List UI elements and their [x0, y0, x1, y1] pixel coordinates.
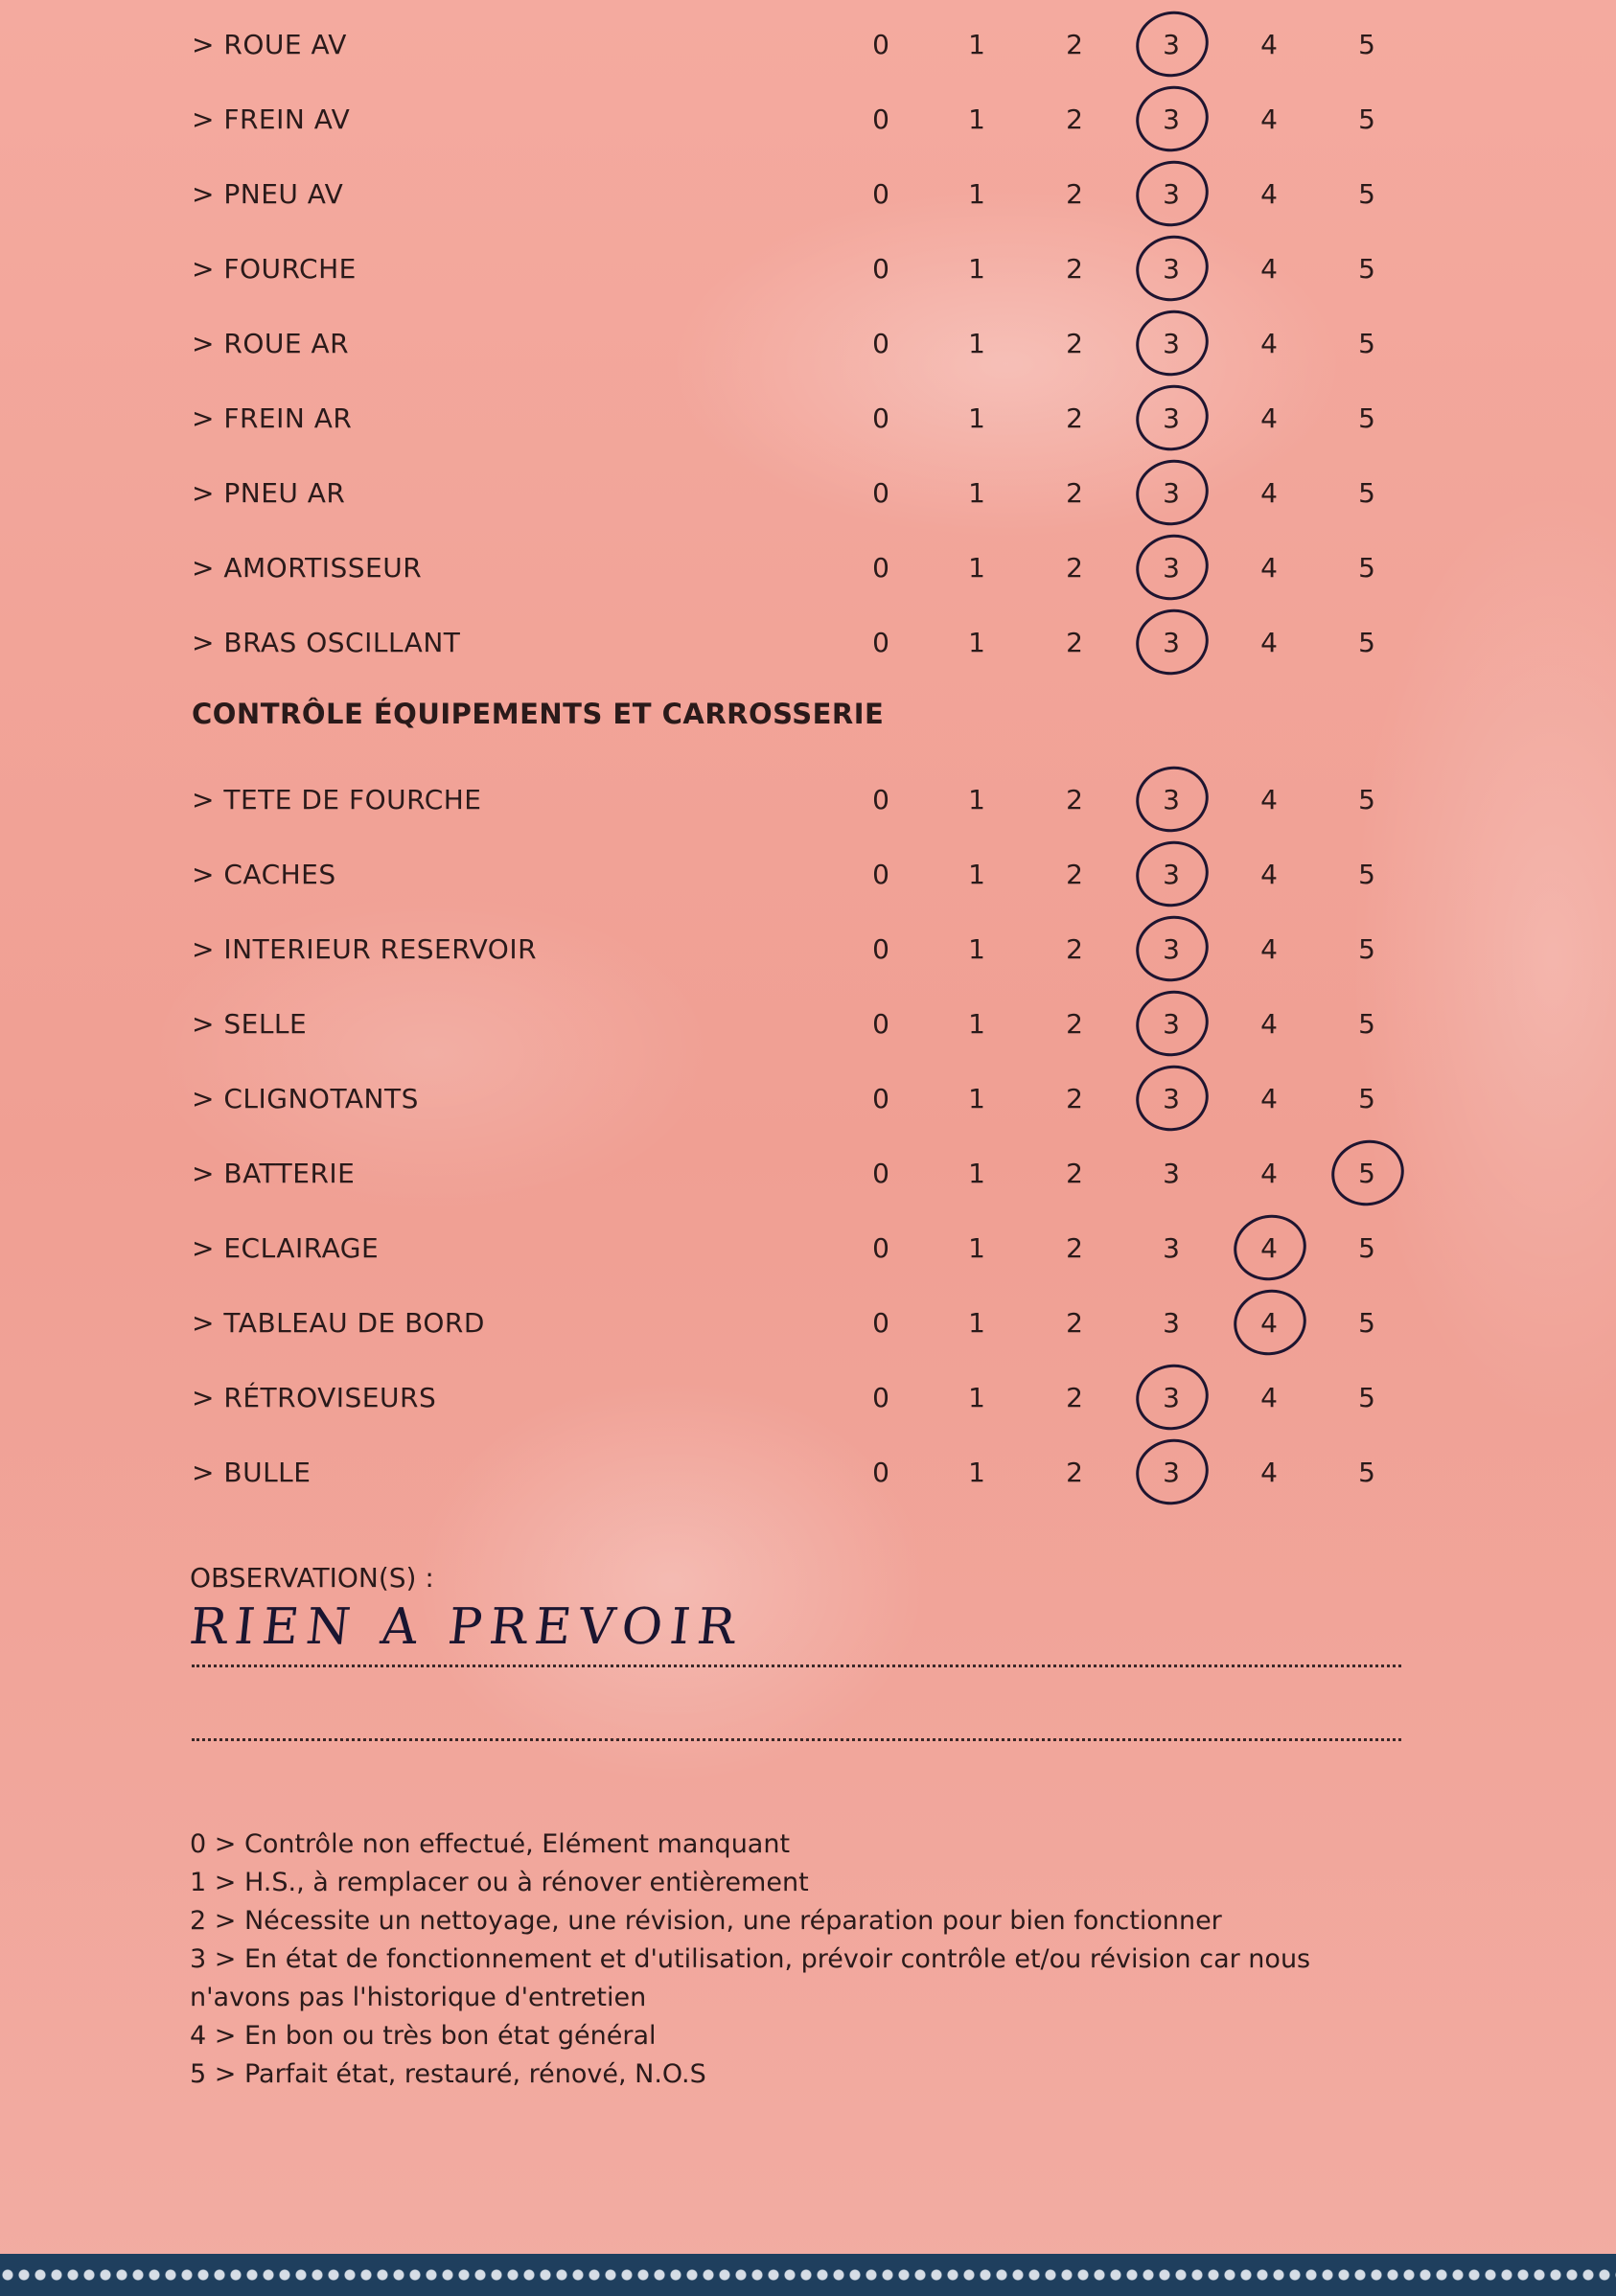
rating-option[interactable]: 3: [1163, 1232, 1180, 1264]
rating-option[interactable]: 4: [1260, 859, 1278, 890]
rating-option[interactable]: 5: [1358, 859, 1375, 890]
rating-option-selected[interactable]: 3: [1152, 933, 1190, 965]
legend-line: 5 > Parfait état, restauré, rénové, N.O.S: [190, 2059, 706, 2089]
rating-option[interactable]: 1: [968, 178, 985, 210]
rating-option[interactable]: 0: [872, 552, 889, 584]
observations-handwritten-text: RIEN A PREVOIR: [186, 1598, 746, 1656]
rating-option-selected[interactable]: 3: [1152, 1382, 1190, 1413]
rating-option[interactable]: 4: [1260, 328, 1278, 359]
rating-option[interactable]: 5: [1358, 1382, 1375, 1413]
rating-option[interactable]: 5: [1358, 1008, 1375, 1040]
rating-option[interactable]: 1: [968, 1083, 985, 1114]
rating-option[interactable]: 1: [968, 477, 985, 509]
rating-option[interactable]: 0: [872, 1083, 889, 1114]
rating-option[interactable]: 1: [968, 933, 985, 965]
rating-option[interactable]: 4: [1260, 1382, 1278, 1413]
rating-option[interactable]: 0: [872, 29, 889, 60]
checklist-row: [0, 995, 1616, 1056]
rating-option-selected[interactable]: 5: [1348, 1158, 1386, 1189]
rating-option[interactable]: 1: [968, 103, 985, 135]
checklist-item-label: > CACHES: [192, 859, 336, 890]
rating-option[interactable]: 5: [1358, 1457, 1375, 1488]
checklist-item-label: > ECLAIRAGE: [192, 1232, 380, 1264]
rating-option[interactable]: 0: [872, 328, 889, 359]
rating-option-selected[interactable]: 3: [1152, 328, 1190, 359]
rating-option[interactable]: 2: [1066, 1232, 1083, 1264]
checklist-row: [0, 464, 1616, 525]
rating-option[interactable]: 2: [1066, 1158, 1083, 1189]
rating-option-selected[interactable]: 3: [1152, 253, 1190, 285]
rating-option[interactable]: 0: [872, 784, 889, 815]
observations-line-2: [192, 1738, 1401, 1741]
rating-option-selected[interactable]: 3: [1152, 477, 1190, 509]
rating-option[interactable]: 2: [1066, 402, 1083, 434]
rating-option[interactable]: 2: [1066, 859, 1083, 890]
checklist-item-label: > CLIGNOTANTS: [192, 1083, 419, 1114]
rating-option[interactable]: 1: [968, 1008, 985, 1040]
section-title: CONTRÔLE ÉQUIPEMENTS ET CARROSSERIE: [192, 698, 885, 730]
rating-option[interactable]: 0: [872, 627, 889, 658]
rating-option[interactable]: 3: [1163, 1158, 1180, 1189]
rating-option[interactable]: 4: [1260, 552, 1278, 584]
rating-option[interactable]: 5: [1358, 253, 1375, 285]
rating-option-selected[interactable]: 3: [1152, 103, 1190, 135]
rating-option[interactable]: 5: [1358, 1232, 1375, 1264]
rating-option[interactable]: 4: [1260, 178, 1278, 210]
rating-option-selected[interactable]: 4: [1250, 1307, 1288, 1339]
checklist-row: [0, 389, 1616, 450]
legend-line: 2 > Nécessite un nettoyage, une révision, une réparation pour bien fonctionner: [190, 1906, 1222, 1936]
rating-option[interactable]: 5: [1358, 477, 1375, 509]
rating-option[interactable]: 0: [872, 253, 889, 285]
rating-option[interactable]: 2: [1066, 552, 1083, 584]
rating-option[interactable]: 5: [1358, 1083, 1375, 1114]
rating-option-selected[interactable]: 3: [1152, 29, 1190, 60]
rating-option[interactable]: 4: [1260, 253, 1278, 285]
rating-option[interactable]: 1: [968, 29, 985, 60]
checklist-row: [0, 314, 1616, 376]
rating-option[interactable]: 0: [872, 1382, 889, 1413]
rating-option[interactable]: 0: [872, 933, 889, 965]
checklist-item-label: > BATTERIE: [192, 1158, 356, 1189]
rating-option[interactable]: 2: [1066, 178, 1083, 210]
checklist-row: [0, 1144, 1616, 1205]
rating-option[interactable]: 5: [1358, 103, 1375, 135]
rating-option[interactable]: 4: [1260, 29, 1278, 60]
checklist-item-label: > TABLEAU DE BORD: [192, 1307, 485, 1339]
checklist-item-label: > RÉTROVISEURS: [192, 1382, 437, 1413]
checklist-item-label: > INTERIEUR RESERVOIR: [192, 933, 538, 965]
rating-option[interactable]: 0: [872, 402, 889, 434]
observations-line-1: [192, 1665, 1401, 1667]
legend-line: 1 > H.S., à remplacer ou à rénover entièrement: [190, 1868, 809, 1897]
checklist-item-label: > TETE DE FOURCHE: [192, 784, 482, 815]
rating-option[interactable]: 5: [1358, 178, 1375, 210]
checklist-row: [0, 613, 1616, 675]
rating-option[interactable]: 1: [968, 1457, 985, 1488]
checklist-item-label: > FREIN AV: [192, 103, 351, 135]
rating-option[interactable]: 2: [1066, 103, 1083, 135]
checklist-row: [0, 845, 1616, 907]
checklist-item-label: > PNEU AV: [192, 178, 344, 210]
rating-option-selected[interactable]: 3: [1152, 1457, 1190, 1488]
rating-option[interactable]: 5: [1358, 627, 1375, 658]
rating-option[interactable]: 0: [872, 178, 889, 210]
rating-option[interactable]: 2: [1066, 29, 1083, 60]
rating-option[interactable]: 2: [1066, 1307, 1083, 1339]
rating-option[interactable]: 2: [1066, 328, 1083, 359]
rating-option[interactable]: 0: [872, 1307, 889, 1339]
rating-option[interactable]: 4: [1260, 627, 1278, 658]
checklist-row: [0, 1219, 1616, 1280]
rating-option[interactable]: 5: [1358, 784, 1375, 815]
rating-option[interactable]: 1: [968, 253, 985, 285]
checklist-row: [0, 165, 1616, 226]
rating-option[interactable]: 2: [1066, 784, 1083, 815]
rating-option[interactable]: 2: [1066, 933, 1083, 965]
rating-option[interactable]: 4: [1260, 933, 1278, 965]
rating-option[interactable]: 1: [968, 552, 985, 584]
rating-option[interactable]: 0: [872, 103, 889, 135]
rating-option[interactable]: 0: [872, 477, 889, 509]
rating-option[interactable]: 4: [1260, 1457, 1278, 1488]
rating-option-selected[interactable]: 3: [1152, 1008, 1190, 1040]
checklist-item-label: > AMORTISSEUR: [192, 552, 423, 584]
rating-option[interactable]: 4: [1260, 402, 1278, 434]
rating-option[interactable]: 2: [1066, 1457, 1083, 1488]
checklist-row: [0, 240, 1616, 301]
checklist-row: [0, 1294, 1616, 1355]
rating-option-selected[interactable]: 3: [1152, 1083, 1190, 1114]
rating-option-selected[interactable]: 3: [1152, 627, 1190, 658]
checklist-row: [0, 90, 1616, 151]
rating-option[interactable]: 5: [1358, 29, 1375, 60]
rating-option[interactable]: 0: [872, 1457, 889, 1488]
rating-option[interactable]: 2: [1066, 1382, 1083, 1413]
binder-holes: [0, 2267, 1616, 2283]
rating-option[interactable]: 2: [1066, 253, 1083, 285]
rating-option[interactable]: 2: [1066, 1008, 1083, 1040]
checklist-row: [0, 1368, 1616, 1430]
rating-option[interactable]: 1: [968, 627, 985, 658]
legend-line: n'avons pas l'historique d'entretien: [190, 1983, 647, 2012]
observations-label: OBSERVATION(S) :: [190, 1562, 434, 1594]
rating-option[interactable]: 1: [968, 402, 985, 434]
checklist-item-label: > SELLE: [192, 1008, 308, 1040]
rating-option-selected[interactable]: 4: [1250, 1232, 1288, 1264]
rating-option-selected[interactable]: 3: [1152, 402, 1190, 434]
rating-option-selected[interactable]: 3: [1152, 784, 1190, 815]
rating-option[interactable]: 0: [872, 1008, 889, 1040]
rating-option[interactable]: 4: [1260, 1008, 1278, 1040]
checklist-item-label: > BRAS OSCILLANT: [192, 627, 461, 658]
rating-option[interactable]: 0: [872, 859, 889, 890]
checklist-item-label: > FREIN AR: [192, 402, 353, 434]
rating-option[interactable]: 1: [968, 859, 985, 890]
checklist-row: [0, 15, 1616, 77]
rating-option[interactable]: 2: [1066, 1083, 1083, 1114]
rating-option[interactable]: 5: [1358, 552, 1375, 584]
rating-option-selected[interactable]: 3: [1152, 552, 1190, 584]
legend-line: 0 > Contrôle non effectué, Elément manquant: [190, 1829, 791, 1859]
checklist-row: [0, 1443, 1616, 1504]
rating-option[interactable]: 1: [968, 1232, 985, 1264]
checklist-item-label: > PNEU AR: [192, 477, 346, 509]
rating-option[interactable]: 4: [1260, 477, 1278, 509]
rating-option-selected[interactable]: 3: [1152, 859, 1190, 890]
rating-option[interactable]: 5: [1358, 933, 1375, 965]
checklist-row: [0, 1069, 1616, 1131]
checklist-item-label: > FOURCHE: [192, 253, 357, 285]
checklist-row: [0, 539, 1616, 600]
rating-option[interactable]: 3: [1163, 1307, 1180, 1339]
rating-option[interactable]: 4: [1260, 1083, 1278, 1114]
rating-option[interactable]: 5: [1358, 328, 1375, 359]
rating-option[interactable]: 2: [1066, 627, 1083, 658]
legend-line: 4 > En bon ou très bon état général: [190, 2021, 657, 2051]
rating-option-selected[interactable]: 3: [1152, 178, 1190, 210]
rating-option[interactable]: 5: [1358, 1307, 1375, 1339]
checklist-row: [0, 770, 1616, 832]
rating-option[interactable]: 1: [968, 1158, 985, 1189]
checklist-item-label: > ROUE AV: [192, 29, 347, 60]
rating-option[interactable]: 4: [1260, 784, 1278, 815]
rating-option[interactable]: 5: [1358, 402, 1375, 434]
rating-option[interactable]: 4: [1260, 1158, 1278, 1189]
rating-option[interactable]: 1: [968, 328, 985, 359]
rating-option[interactable]: 4: [1260, 103, 1278, 135]
rating-option[interactable]: 1: [968, 1382, 985, 1413]
checklist-item-label: > BULLE: [192, 1457, 312, 1488]
checklist-row: [0, 920, 1616, 981]
checklist-item-label: > ROUE AR: [192, 328, 350, 359]
legend-line: 3 > En état de fonctionnement et d'utilisation, prévoir contrôle et/ou révision car nous: [190, 1944, 1311, 1974]
rating-option[interactable]: 0: [872, 1158, 889, 1189]
rating-option[interactable]: 1: [968, 1307, 985, 1339]
rating-option[interactable]: 0: [872, 1232, 889, 1264]
rating-option[interactable]: 2: [1066, 477, 1083, 509]
rating-option[interactable]: 1: [968, 784, 985, 815]
